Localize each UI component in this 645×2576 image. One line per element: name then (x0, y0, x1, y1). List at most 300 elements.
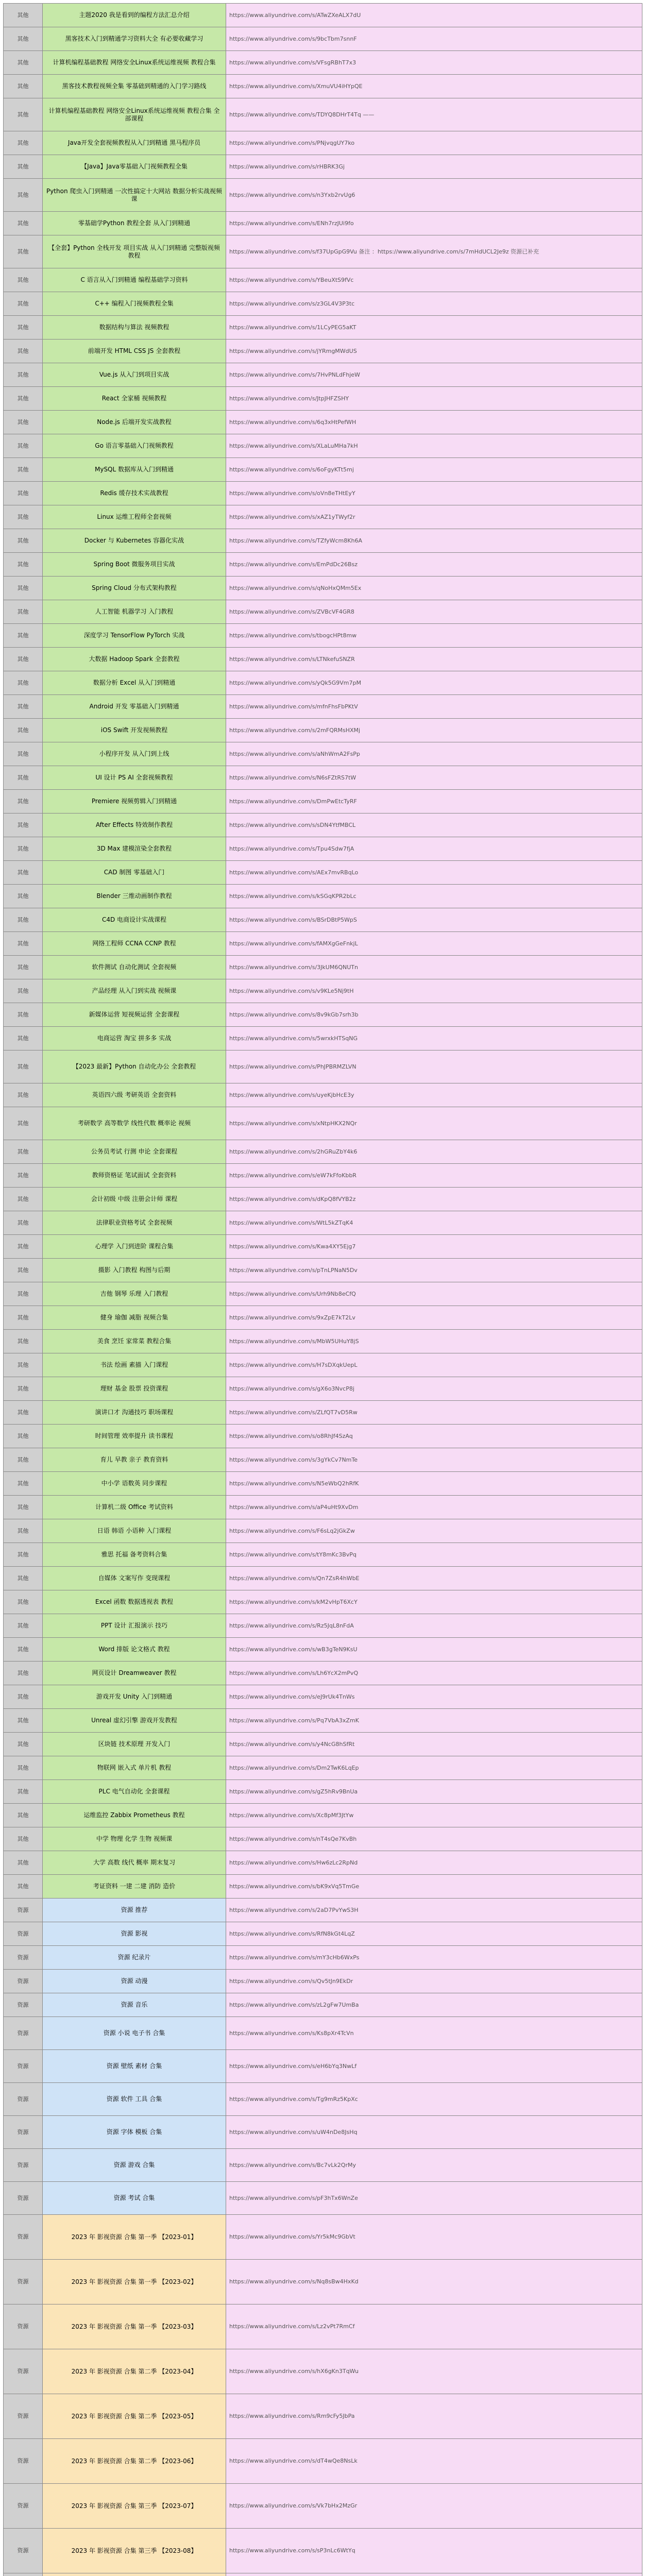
row-title: 资源 考试 合集 (43, 2182, 226, 2215)
row-share-link[interactable]: https://www.aliyundrive.com/s/EmPdDc26Bsz (226, 553, 642, 577)
row-share-link[interactable]: https://www.aliyundrive.com/s/dKpQ8fVYB2z (226, 1188, 642, 1211)
row-share-link[interactable]: https://www.aliyundrive.com/s/wB3gTeN9KsU (226, 1638, 642, 1662)
table-row (4, 1519, 642, 1543)
row-title: C4D 电商设计实战课程 (43, 908, 226, 932)
row-share-link[interactable]: https://www.aliyundrive.com/s/eJ9rUk4TnWs (226, 1685, 642, 1709)
row-title: 大数据 Hadoop Spark 全套教程 (43, 648, 226, 671)
row-share-link[interactable]: https://www.aliyundrive.com/s/Yr5kMc9GbVt (226, 2215, 642, 2260)
row-title: 2023 年 影视资源 合集 第一季 【2023-03】 (43, 2304, 226, 2349)
row-title: iOS Swift 开发视频教程 (43, 719, 226, 742)
row-title: 主题2020 我是看到的编程方法汇总介绍 (43, 4, 226, 27)
table-row (4, 1733, 642, 1756)
row-share-link[interactable]: https://www.aliyundrive.com/s/VFsgRBhT7x3 (226, 51, 642, 75)
row-title: 2023 年 影视资源 合集 第二季 【2023-04】 (43, 2349, 226, 2394)
row-category: 其他 (4, 1027, 43, 1050)
table-row (4, 2484, 642, 2529)
table-row (4, 4, 642, 27)
row-title: React 全家桶 视频教程 (43, 387, 226, 411)
row-category: 其他 (4, 235, 43, 268)
table-row (4, 1164, 642, 1188)
row-share-link[interactable]: https://www.aliyundrive.com/s/WtL5kZTqK4 (226, 1211, 642, 1235)
row-title: 网络工程师 CCNA CCNP 教程 (43, 932, 226, 956)
row-share-link[interactable]: https://www.aliyundrive.com/s/y4NcG8hSfRt (226, 1733, 642, 1756)
row-title: 物联网 嵌入式 单片机 教程 (43, 1756, 226, 1780)
row-title: Python 爬虫入门到精通 一次性搞定十大网站 数据分析实战视频课 (43, 179, 226, 212)
row-share-link[interactable]: https://www.aliyundrive.com/s/TZfyWcm8Kh6A (226, 529, 642, 553)
row-title: 网页设计 Dreamweaver 教程 (43, 1662, 226, 1685)
row-title: 资源 影视 (43, 1922, 226, 1946)
row-title: UI 设计 PS AI 全套视频教程 (43, 766, 226, 790)
row-share-link[interactable]: https://www.aliyundrive.com/s/rHBRK3Gj (226, 155, 642, 179)
row-category: 其他 (4, 1496, 43, 1519)
row-title: 黑客技术入门到精通学习资料大全 有必要收藏学习 (43, 27, 226, 51)
resource-table-body (4, 4, 642, 2576)
row-share-link[interactable]: https://www.aliyundrive.com/s/Hw6zLc2RpNd (226, 1851, 642, 1875)
row-share-link[interactable]: https://www.aliyundrive.com/s/7HvPNLdFhjeW (226, 363, 642, 387)
row-share-link[interactable]: https://www.aliyundrive.com/s/Lz2vPt7RmCf (226, 2304, 642, 2349)
row-share-link[interactable]: https://www.aliyundrive.com/s/pTnLPNaN5Dv (226, 1259, 642, 1282)
row-share-link[interactable]: https://www.aliyundrive.com/s/xNtpHKX2NQr (226, 1107, 642, 1140)
row-title: 英语四六级 考研英语 全套资料 (43, 1083, 226, 1107)
row-category: 资源 (4, 2149, 43, 2182)
row-category: 其他 (4, 1188, 43, 1211)
row-title: 资源 推荐 (43, 1899, 226, 1922)
table-row (4, 1188, 642, 1211)
table-row (4, 1235, 642, 1259)
row-category: 其他 (4, 1662, 43, 1685)
row-share-link[interactable]: https://www.aliyundrive.com/s/6q3xHtPefWH (226, 411, 642, 434)
table-row (4, 1282, 642, 1306)
row-category: 其他 (4, 624, 43, 648)
row-share-link[interactable]: https://www.aliyundrive.com/s/XmuVU4iHYpQE (226, 75, 642, 98)
row-category: 其他 (4, 363, 43, 387)
row-share-link[interactable]: https://www.aliyundrive.com/s/Vk7bHx2MzGr (226, 2484, 642, 2529)
row-share-link[interactable]: https://www.aliyundrive.com/s/zL2gFw7UmBa (226, 1993, 642, 2017)
table-row (4, 648, 642, 671)
table-row (4, 1259, 642, 1282)
table-row (4, 2149, 642, 2182)
row-category: 其他 (4, 766, 43, 790)
row-category: 其他 (4, 861, 43, 885)
table-row (4, 979, 642, 1003)
row-title: Linux 运维工程师全套视频 (43, 505, 226, 529)
row-category: 其他 (4, 1050, 43, 1083)
table-row (4, 1590, 642, 1614)
row-title: 【2023 最新】Python 自动化办公 全套教程 (43, 1050, 226, 1083)
row-share-link[interactable]: https://www.aliyundrive.com/s/XLaLuMHa7kH (226, 434, 642, 458)
row-title: C++ 编程入门视频教程全集 (43, 292, 226, 316)
row-title: Node.js 后端开发实战教程 (43, 411, 226, 434)
row-title: Excel 函数 数据透视表 教程 (43, 1590, 226, 1614)
row-category: 其他 (4, 51, 43, 75)
row-category: 其他 (4, 1211, 43, 1235)
row-category: 其他 (4, 212, 43, 235)
row-share-link[interactable]: https://www.aliyundrive.com/s/2mFQRMsHXMj (226, 719, 642, 742)
table-row (4, 235, 642, 268)
table-row (4, 179, 642, 212)
row-share-link[interactable]: https://www.aliyundrive.com/s/Urh9Nb8eCfQ (226, 1282, 642, 1306)
table-row (4, 51, 642, 75)
row-title: Docker 与 Kubernetes 容器化实战 (43, 529, 226, 553)
row-title: 深度学习 TensorFlow PyTorch 实战 (43, 624, 226, 648)
row-title: Blender 三维动画制作教程 (43, 885, 226, 908)
row-share-link[interactable]: https://www.aliyundrive.com/s/YBeuXtS9fVc (226, 268, 642, 292)
row-title: 零基础学Python 教程全套 从入门到精通 (43, 212, 226, 235)
table-row (4, 956, 642, 979)
table-row (4, 1027, 642, 1050)
table-row (4, 1050, 642, 1083)
row-category: 其他 (4, 671, 43, 695)
table-row (4, 1496, 642, 1519)
table-row (4, 2573, 642, 2576)
row-share-link[interactable]: https://www.aliyundrive.com/s/8v9kGb7srh3b (226, 1003, 642, 1027)
row-title: 时间管理 效率提升 读书课程 (43, 1425, 226, 1448)
row-category: 资源 (4, 2484, 43, 2529)
row-share-link[interactable]: https://www.aliyundrive.com/s/Qv5tJn9EkDr (226, 1970, 642, 1993)
row-category: 其他 (4, 1377, 43, 1401)
row-title: Spring Boot 微服务项目实战 (43, 553, 226, 577)
row-category: 其他 (4, 1448, 43, 1472)
row-share-link[interactable]: https://www.aliyundrive.com/s/ZLfQT7vD5Rw (226, 1401, 642, 1425)
row-category: 其他 (4, 553, 43, 577)
row-share-link[interactable]: https://www.aliyundrive.com/s/Qn7ZsR4hWbE (226, 1567, 642, 1590)
row-share-link[interactable]: https://www.aliyundrive.com/s/Tpu4Sdw7fjA (226, 837, 642, 861)
row-category: 其他 (4, 98, 43, 131)
row-share-link[interactable]: https://www.aliyundrive.com/s/Xc8pMf3JtYw (226, 1804, 642, 1827)
table-row (4, 1107, 642, 1140)
row-category: 其他 (4, 1083, 43, 1107)
row-share-link[interactable]: https://www.aliyundrive.com/s/Dm2TwK6LqEp (226, 1756, 642, 1780)
row-share-link[interactable]: https://www.aliyundrive.com/s/hX6gKn3TqWu (226, 2349, 642, 2394)
row-title: 健身 瑜伽 减脂 视频合集 (43, 1306, 226, 1330)
row-share-link[interactable]: https://www.aliyundrive.com/s/tY8mKc3BvPq (226, 1543, 642, 1567)
row-share-link[interactable]: https://www.aliyundrive.com/s/AEx7mvRBqLo (226, 861, 642, 885)
row-share-link[interactable]: https://www.aliyundrive.com/s/sDN4YtfMBCL (226, 814, 642, 837)
table-row (4, 1448, 642, 1472)
row-title: 3D Max 建模渲染全套教程 (43, 837, 226, 861)
row-title: 电商运营 淘宝 拼多多 实战 (43, 1027, 226, 1050)
row-share-link[interactable]: https://www.aliyundrive.com/s/3gYkCv7NmTe (226, 1448, 642, 1472)
table-row (4, 1970, 642, 1993)
row-share-link[interactable]: https://www.aliyundrive.com/s/mY3cHb6WxPs (226, 1946, 642, 1970)
row-share-link[interactable]: https://www.aliyundrive.com/s/1LCyPEG5aKT (226, 316, 642, 340)
table-row (4, 434, 642, 458)
table-row (4, 1567, 642, 1590)
table-row (4, 292, 642, 316)
row-title: CAD 制图 零基础入门 (43, 861, 226, 885)
row-share-link[interactable]: https://www.aliyundrive.com/s/aP4uHt9XvDm (226, 1496, 642, 1519)
row-category: 其他 (4, 1756, 43, 1780)
table-row (4, 790, 642, 814)
table-row (4, 1780, 642, 1804)
table-row (4, 27, 642, 51)
table-row (4, 885, 642, 908)
table-row (4, 1875, 642, 1899)
row-title: 黑客技术教程视频全集 零基础到精通的入门学习路线 (43, 75, 226, 98)
table-row (4, 1425, 642, 1448)
row-share-link[interactable]: https://www.aliyundrive.com/s/N5eWbQ2hRfK (226, 1472, 642, 1496)
row-share-link[interactable]: https://www.aliyundrive.com/s/v9KLe5Nj9tH (226, 979, 642, 1003)
row-share-link[interactable]: https://www.aliyundrive.com/s/qNoHxQMm5Ex (226, 577, 642, 600)
row-title: 美食 烹饪 家常菜 教程合集 (43, 1330, 226, 1353)
row-category: 其他 (4, 814, 43, 837)
table-row (4, 1638, 642, 1662)
row-share-link[interactable]: https://www.aliyundrive.com/s/3JkUM6QNUTn (226, 956, 642, 979)
row-share-link[interactable]: https://www.aliyundrive.com/s/RfN8kGt4LqZ (226, 1922, 642, 1946)
row-category: 其他 (4, 1851, 43, 1875)
row-title: 理财 基金 股票 投资课程 (43, 1377, 226, 1401)
table-row (4, 1804, 642, 1827)
row-share-link[interactable]: https://www.aliyundrive.com/s/bK9xVq5TmGe (226, 1875, 642, 1899)
row-category: 其他 (4, 292, 43, 316)
row-title: 计算机二级 Office 考试资料 (43, 1496, 226, 1519)
row-category: 资源 (4, 2050, 43, 2083)
row-title: 中小学 语数英 同步课程 (43, 1472, 226, 1496)
row-title: 书法 绘画 素描 入门课程 (43, 1353, 226, 1377)
row-category: 其他 (4, 742, 43, 766)
row-share-link[interactable]: https://www.aliyundrive.com/s/oVn8eTHtEyY (226, 482, 642, 505)
row-category: 资源 (4, 1922, 43, 1946)
row-share-link[interactable]: https://www.aliyundrive.com/s/pF3hTx6WnZe (226, 2182, 642, 2215)
row-share-link[interactable]: https://www.aliyundrive.com/s/Ks8pXr4TcVn (226, 2017, 642, 2050)
row-category: 其他 (4, 179, 43, 212)
row-share-link[interactable]: https://www.aliyundrive.com/s/N6sFZtRS7tW (226, 766, 642, 790)
row-title: 考研数学 高等数学 线性代数 概率论 视频 (43, 1107, 226, 1140)
row-title: 产品经理 从入门到实战 视频课 (43, 979, 226, 1003)
row-title: 雅思 托福 备考资料合集 (43, 1543, 226, 1567)
row-share-link[interactable]: https://www.aliyundrive.com/s/TDYQ8DHrT4Tq —— (226, 98, 642, 131)
row-title: 计算机编程基础教程 网络安全Linux系统运维视频 教程合集 全部课程 (43, 98, 226, 131)
row-title: 2023 年 影视资源 合集 第三季 【2023-07】 (43, 2484, 226, 2529)
row-share-link[interactable]: https://www.aliyundrive.com/s/z3GL4V3P3tc (226, 292, 642, 316)
row-title: 资源 动漫 (43, 1970, 226, 1993)
table-row (4, 1543, 642, 1567)
row-share-link[interactable]: https://www.aliyundrive.com/s/H7sDXqkUepL (226, 1353, 642, 1377)
row-share-link[interactable]: https://www.aliyundrive.com/s/eW7kFfoKbbR (226, 1164, 642, 1188)
row-share-link[interactable] (226, 2573, 642, 2576)
table-row (4, 837, 642, 861)
row-category: 其他 (4, 1164, 43, 1188)
row-share-link[interactable]: https://www.aliyundrive.com/s/xAZ1yTWyf2r (226, 505, 642, 529)
row-share-link[interactable]: https://www.aliyundrive.com/s/LTNkefuSNZR (226, 648, 642, 671)
row-title: 法律职业资格考试 全套视频 (43, 1211, 226, 1235)
row-category: 资源 (4, 2116, 43, 2149)
table-row (4, 411, 642, 434)
table-row (4, 932, 642, 956)
table-row (4, 1472, 642, 1496)
row-title: 数据结构与算法 视频教程 (43, 316, 226, 340)
table-row (4, 1353, 642, 1377)
row-category: 其他 (4, 131, 43, 155)
row-share-link[interactable]: https://www.aliyundrive.com/s/Kwa4XY5Ejg7 (226, 1235, 642, 1259)
row-title: PLC 电气自动化 全套课程 (43, 1780, 226, 1804)
row-category: 其他 (4, 268, 43, 292)
table-row (4, 1709, 642, 1733)
table-row (4, 2083, 642, 2116)
row-title: 计算机编程基础教程 网络安全Linux系统运维视频 教程合集 (43, 51, 226, 75)
row-title: PPT 设计 汇报演示 技巧 (43, 1614, 226, 1638)
row-category: 其他 (4, 1685, 43, 1709)
row-category: 其他 (4, 458, 43, 482)
table-row (4, 1614, 642, 1638)
row-category: 其他 (4, 1519, 43, 1543)
row-share-link[interactable]: https://www.aliyundrive.com/s/yQk5G9Vm7pM (226, 671, 642, 695)
row-title: 小程序开发 从入门到上线 (43, 742, 226, 766)
row-share-link[interactable]: https://www.aliyundrive.com/s/JtpJHFZSHY (226, 387, 642, 411)
row-title: 2023 年 影视资源 合集 第一季 【2023-01】 (43, 2215, 226, 2260)
table-row (4, 695, 642, 719)
row-share-link[interactable]: https://www.aliyundrive.com/s/dT4wQe8NsLk (226, 2439, 642, 2484)
table-row (4, 624, 642, 648)
row-title: 中学 物理 化学 生物 视频课 (43, 1827, 226, 1851)
row-share-link[interactable]: https://www.aliyundrive.com/s/BSrDBtP5WpS (226, 908, 642, 932)
row-category: 资源 (4, 2182, 43, 2215)
row-share-link[interactable]: https://www.aliyundrive.com/s/9bcTbm7snnF (226, 27, 642, 51)
table-row (4, 98, 642, 131)
row-share-link[interactable]: https://www.aliyundrive.com/s/Tg9mRz5KpXc (226, 2083, 642, 2116)
row-share-link[interactable]: https://www.aliyundrive.com/s/kM2vHpT6XcY (226, 1590, 642, 1614)
row-category: 其他 (4, 1306, 43, 1330)
row-share-link[interactable]: https://www.aliyundrive.com/s/2aD7PvYwS3H (226, 1899, 642, 1922)
row-title: 考证资料 一建 二建 消防 造价 (43, 1875, 226, 1899)
row-category: 其他 (4, 155, 43, 179)
row-category: 其他 (4, 908, 43, 932)
table-row (4, 2215, 642, 2260)
row-share-link[interactable]: https://www.aliyundrive.com/s/n3Yxb2rvUg6 (226, 179, 642, 212)
row-share-link[interactable]: https://www.aliyundrive.com/s/mfnFhsFbPKtV (226, 695, 642, 719)
table-row (4, 2116, 642, 2149)
row-category: 资源 (4, 1946, 43, 1970)
row-category: 其他 (4, 1003, 43, 1027)
row-title: Spring Cloud 分布式架构教程 (43, 577, 226, 600)
row-share-link[interactable]: https://www.aliyundrive.com/s/uyeKjbHcE3y (226, 1083, 642, 1107)
row-title: 游戏开发 Unity 入门到精通 (43, 1685, 226, 1709)
row-share-link[interactable]: https://www.aliyundrive.com/s/Nq8sBw4HxKd (226, 2260, 642, 2304)
row-category: 其他 (4, 529, 43, 553)
row-share-link[interactable]: https://www.aliyundrive.com/s/Rz5JqL8nFdA (226, 1614, 642, 1638)
row-share-link[interactable]: https://www.aliyundrive.com/s/PhJPBRMZLVN (226, 1050, 642, 1083)
row-share-link[interactable]: https://www.aliyundrive.com/s/f37UpGpG9Vu 备注 ：https://www.aliyundrive.com/s/7mHdUCL2Je9z 资源已补充 (226, 235, 642, 268)
row-share-link[interactable]: https://www.aliyundrive.com/s/Rm9cFy5JbPa (226, 2394, 642, 2439)
table-row (4, 363, 642, 387)
row-title: 区块链 技术原理 开发入门 (43, 1733, 226, 1756)
table-row (4, 1922, 642, 1946)
row-category: 其他 (4, 1259, 43, 1282)
table-row (4, 1993, 642, 2017)
row-share-link[interactable]: https://www.aliyundrive.com/s/6oFgyKTt5mj (226, 458, 642, 482)
row-category: 资源 (4, 2439, 43, 2484)
row-title: 资源 小说 电子书 合集 (43, 2017, 226, 2050)
row-share-link[interactable]: https://www.aliyundrive.com/s/ZVBcVF4GR8 (226, 600, 642, 624)
row-category: 其他 (4, 1827, 43, 1851)
table-row (4, 1003, 642, 1027)
row-share-link[interactable]: https://www.aliyundrive.com/s/9xZpE7kT2Lv (226, 1306, 642, 1330)
row-title: 【Java】Java零基础入门视频教程全集 (43, 155, 226, 179)
row-share-link[interactable]: https://www.aliyundrive.com/s/o8RhJf4SzAq (226, 1425, 642, 1448)
row-share-link[interactable]: https://www.aliyundrive.com/s/5wrxkHTSqNG (226, 1027, 642, 1050)
row-share-link[interactable]: https://www.aliyundrive.com/s/ENh7rzJUi9fo (226, 212, 642, 235)
row-share-link[interactable]: https://www.aliyundrive.com/s/F6sLq2jGkZw (226, 1519, 642, 1543)
row-category: 其他 (4, 1401, 43, 1425)
row-category: 其他 (4, 1543, 43, 1567)
row-title: 资源 壁纸 素材 合集 (43, 2050, 226, 2083)
row-title: 会计初级 中级 注册会计师 课程 (43, 1188, 226, 1211)
row-share-link[interactable]: https://www.aliyundrive.com/s/sP3nLc6WtYq (226, 2529, 642, 2573)
row-share-link[interactable]: https://www.aliyundrive.com/s/MbW5UHuY8jS (226, 1330, 642, 1353)
row-share-link[interactable]: https://www.aliyundrive.com/s/DmPwEtcTyRF (226, 790, 642, 814)
row-share-link[interactable]: https://www.aliyundrive.com/s/eH6bYq3NwLf (226, 2050, 642, 2083)
table-row (4, 908, 642, 932)
row-title: 【全套】Python 全栈开发 项目实战 从入门到精通 完整版视频教程 (43, 235, 226, 268)
table-row (4, 1401, 642, 1425)
row-title: Vue.js 从入门到项目实战 (43, 363, 226, 387)
row-title: 数据分析 Excel 从入门到精通 (43, 671, 226, 695)
row-category: 其他 (4, 1353, 43, 1377)
row-category: 资源 (4, 2017, 43, 2050)
row-title: 教师资格证 笔试面试 全套资料 (43, 1164, 226, 1188)
row-share-link[interactable]: https://www.aliyundrive.com/s/2hGRuZbY4k6 (226, 1140, 642, 1164)
row-share-link[interactable]: https://www.aliyundrive.com/s/uW4nDe8JsHq (226, 2116, 642, 2149)
row-title: 大学 高数 线代 概率 期末复习 (43, 1851, 226, 1875)
row-title: 资源 游戏 合集 (43, 2149, 226, 2182)
row-share-link[interactable]: https://www.aliyundrive.com/s/Lh6YcX2mPvQ (226, 1662, 642, 1685)
row-share-link[interactable]: https://www.aliyundrive.com/s/tbogcHPt8mw (226, 624, 642, 648)
row-share-link[interactable]: https://www.aliyundrive.com/s/fAMXgGeFnkjL (226, 932, 642, 956)
row-title: 2023 年 影视资源 合集 第二季 【2023-05】 (43, 2394, 226, 2439)
row-title: 新媒体运营 短视频运营 全套课程 (43, 1003, 226, 1027)
row-share-link[interactable]: https://www.aliyundrive.com/s/PNjvqgUY7ko (226, 131, 642, 155)
row-title: After Effects 特效制作教程 (43, 814, 226, 837)
row-category: 其他 (4, 885, 43, 908)
row-category: 其他 (4, 1875, 43, 1899)
row-title: Android 开发 零基础入门到精通 (43, 695, 226, 719)
row-category: 其他 (4, 27, 43, 51)
row-category: 其他 (4, 1733, 43, 1756)
row-category: 其他 (4, 482, 43, 505)
row-category: 其他 (4, 1235, 43, 1259)
row-title: 2023 年 影视资源 合集 第一季 【2023-02】 (43, 2260, 226, 2304)
row-category: 其他 (4, 979, 43, 1003)
row-share-link[interactable]: https://www.aliyundrive.com/s/Bc7vLk2QrMy (226, 2149, 642, 2182)
row-category: 其他 (4, 316, 43, 340)
row-category: 其他 (4, 387, 43, 411)
row-title: 运维监控 Zabbix Prometheus 教程 (43, 1804, 226, 1827)
row-share-link[interactable]: https://www.aliyundrive.com/s/kSGqKPR2bLc (226, 885, 642, 908)
row-category: 其他 (4, 837, 43, 861)
table-row (4, 742, 642, 766)
table-row (4, 1377, 642, 1401)
row-share-link[interactable]: https://www.aliyundrive.com/s/ATwZXeALX7dU (226, 4, 642, 27)
row-share-link[interactable]: https://www.aliyundrive.com/s/Pq7VbA3xZmK (226, 1709, 642, 1733)
table-row (4, 212, 642, 235)
row-share-link[interactable]: https://www.aliyundrive.com/s/gX6o3NvcP8j (226, 1377, 642, 1401)
table-row (4, 2182, 642, 2215)
table-row (4, 1083, 642, 1107)
table-row (4, 529, 642, 553)
row-share-link[interactable]: https://www.aliyundrive.com/s/jYRmgMWdUS (226, 340, 642, 363)
row-category: 其他 (4, 648, 43, 671)
row-category: 其他 (4, 1780, 43, 1804)
row-category: 其他 (4, 1282, 43, 1306)
row-title: Go 语言零基础入门视频教程 (43, 434, 226, 458)
row-share-link[interactable]: https://www.aliyundrive.com/s/aNhWmA2FsPp (226, 742, 642, 766)
table-row (4, 505, 642, 529)
row-share-link[interactable]: https://www.aliyundrive.com/s/gZ5hRv9BnUa (226, 1780, 642, 1804)
row-title: 资源 字体 模板 合集 (43, 2116, 226, 2149)
row-share-link[interactable]: https://www.aliyundrive.com/s/nT4sQe7KvBh (226, 1827, 642, 1851)
row-category: 其他 (4, 1590, 43, 1614)
table-row (4, 600, 642, 624)
